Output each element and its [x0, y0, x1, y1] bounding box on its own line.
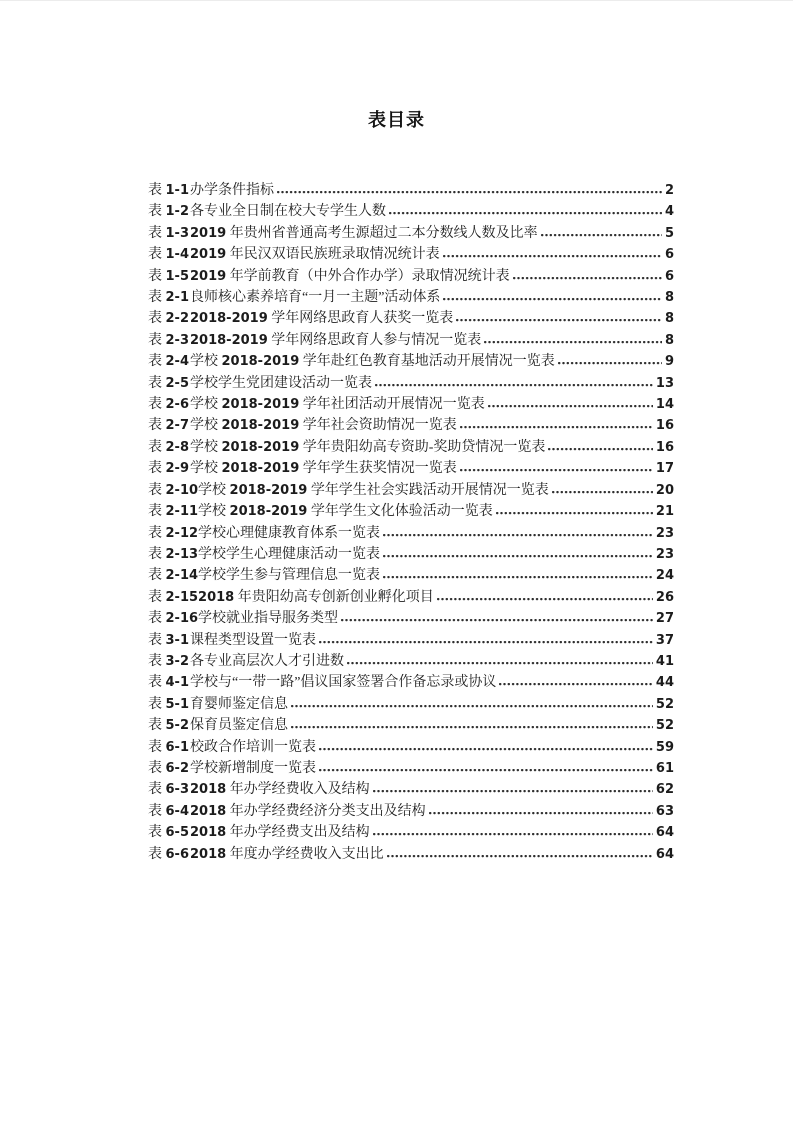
toc-entry[interactable] — [148, 523, 674, 544]
toc-entry[interactable] — [148, 779, 674, 800]
toc-entry[interactable] — [148, 287, 674, 308]
toc-entry[interactable] — [148, 672, 674, 693]
toc-entry-label: 表 2-16 — [148, 611, 199, 627]
toc-entry-page: 41 — [655, 653, 674, 669]
toc-entry-title: 2018-2019 学年网络思政育人获奖一览表 — [190, 311, 454, 327]
toc-entry-page: 62 — [655, 782, 674, 798]
toc-entry-title: 良师核心素养培育“一月一主题”活动体系 — [190, 290, 441, 306]
toc-entry-title: 学校 2018-2019 学年学生文化体验活动一览表 — [198, 504, 493, 520]
toc-entry-page: 61 — [655, 760, 674, 776]
toc-entry-label: 表 2-10 — [148, 482, 199, 498]
toc-leader-dots — [484, 340, 662, 344]
toc-entry-title: 学校 2018-2019 学年社团活动开展情况一览表 — [190, 397, 485, 413]
toc-leader-dots — [496, 511, 653, 515]
toc-leader-dots — [456, 318, 662, 322]
toc-leader-dots — [387, 854, 653, 858]
toc-leader-dots — [389, 211, 662, 215]
toc-entry-title: 学校 2018-2019 学年学生社会实践活动开展情况一览表 — [198, 482, 549, 498]
toc-entry-title: 2018 年办学经费经济分类支出及结构 — [190, 803, 426, 819]
toc-entry-label: 表 2-3 — [148, 332, 189, 348]
toc-entry[interactable] — [148, 694, 674, 715]
page-title: 表目录 — [368, 110, 425, 130]
toc-entry-label: 表 3-1 — [148, 632, 189, 648]
toc-entry-title: 2018 年贵阳幼高专创新创业孵化项目 — [198, 589, 434, 605]
toc-entry-page: 9 — [664, 354, 674, 370]
toc-leader-dots — [373, 789, 653, 793]
toc-entry[interactable] — [148, 758, 674, 779]
toc-entry[interactable] — [148, 544, 674, 565]
table-of-contents — [148, 180, 674, 865]
toc-leader-dots — [383, 533, 653, 537]
toc-entry-page: 20 — [655, 482, 674, 498]
toc-entry-page: 23 — [655, 525, 674, 541]
toc-entry[interactable] — [148, 587, 674, 608]
toc-entry[interactable] — [148, 480, 674, 501]
toc-entry[interactable] — [148, 715, 674, 736]
toc-entry-page: 4 — [664, 204, 674, 220]
toc-entry[interactable] — [148, 351, 674, 372]
toc-entry-page: 64 — [655, 846, 674, 862]
toc-entry-label: 表 2-12 — [148, 525, 199, 541]
toc-entry-page: 8 — [664, 311, 674, 327]
toc-entry-label: 表 6-6 — [148, 846, 189, 862]
toc-entry[interactable] — [148, 180, 674, 201]
toc-entry-page: 16 — [655, 418, 674, 434]
toc-entry-page: 6 — [664, 268, 674, 284]
toc-entry-title: 学校 2018-2019 学年社会资助情况一览表 — [190, 418, 457, 434]
toc-entry-label: 表 1-2 — [148, 204, 189, 220]
toc-entry[interactable] — [148, 201, 674, 222]
toc-entry[interactable] — [148, 801, 674, 822]
toc-entry-label: 表 6-2 — [148, 760, 189, 776]
toc-entry-label: 表 1-5 — [148, 268, 189, 284]
toc-entry-title: 学校 2018-2019 学年学生获奖情况一览表 — [190, 461, 457, 477]
toc-entry-label: 表 2-8 — [148, 439, 189, 455]
toc-entry[interactable] — [148, 651, 674, 672]
toc-entry-page: 8 — [664, 332, 674, 348]
toc-leader-dots — [429, 811, 653, 815]
toc-entry-page: 23 — [655, 546, 674, 562]
toc-entry-page: 5 — [664, 225, 674, 241]
toc-entry-page: 59 — [655, 739, 674, 755]
toc-entry-page: 26 — [655, 589, 674, 605]
toc-entry[interactable] — [148, 458, 674, 479]
toc-entry-title: 校政合作培训一览表 — [190, 739, 316, 755]
toc-entry-title: 2018 年度办学经费收入支出比 — [190, 846, 384, 862]
toc-entry-label: 表 3-2 — [148, 653, 189, 669]
toc-entry-page: 27 — [655, 611, 674, 627]
toc-leader-dots — [488, 404, 653, 408]
toc-leader-dots — [383, 554, 653, 558]
toc-entry-page: 21 — [655, 504, 674, 520]
toc-entry-title: 学校学生心理健康活动一览表 — [198, 546, 381, 562]
toc-entry-page: 14 — [655, 397, 674, 413]
toc-leader-dots — [375, 383, 653, 387]
toc-entry-title: 学校 2018-2019 学年赴红色教育基地活动开展情况一览表 — [190, 354, 555, 370]
toc-entry-title: 学校 2018-2019 学年贵阳幼高专资助-奖助贷情况一览表 — [190, 439, 546, 455]
toc-entry-page: 44 — [655, 675, 674, 691]
toc-entry-page: 17 — [655, 461, 674, 477]
toc-entry[interactable] — [148, 822, 674, 843]
toc-entry-page: 63 — [655, 803, 674, 819]
toc-entry-label: 表 6-4 — [148, 803, 189, 819]
toc-entry-title: 育婴师鉴定信息 — [190, 696, 288, 712]
toc-entry-label: 表 2-13 — [148, 546, 199, 562]
toc-entry-label: 表 2-11 — [148, 504, 199, 520]
toc-leader-dots — [443, 254, 662, 258]
toc-leader-dots — [499, 682, 652, 686]
toc-entry[interactable] — [148, 223, 674, 244]
toc-leader-dots — [291, 704, 653, 708]
toc-entry-label: 表 2-4 — [148, 354, 189, 370]
toc-entry-label: 表 2-7 — [148, 418, 189, 434]
toc-entry-label: 表 2-6 — [148, 397, 189, 413]
toc-leader-dots — [460, 468, 653, 472]
toc-leader-dots — [513, 276, 662, 280]
toc-entry-title: 各专业高层次人才引进数 — [190, 653, 344, 669]
toc-entry-label: 表 1-4 — [148, 247, 189, 263]
toc-leader-dots — [552, 490, 653, 494]
toc-entry[interactable] — [148, 501, 674, 522]
toc-entry-title: 学校心理健康教育体系一览表 — [198, 525, 381, 541]
toc-entry-label: 表 2-15 — [148, 589, 199, 605]
toc-entry-title: 各专业全日制在校大专学生人数 — [190, 204, 386, 220]
toc-entry-title: 学校学生党团建设活动一览表 — [190, 375, 372, 391]
toc-entry-page: 37 — [655, 632, 674, 648]
toc-leader-dots — [558, 361, 662, 365]
toc-entry-title: 保育员鉴定信息 — [190, 718, 288, 734]
toc-entry-label: 表 6-3 — [148, 782, 189, 798]
toc-leader-dots — [277, 190, 662, 194]
toc-entry-title: 2018 年办学经费收入及结构 — [190, 782, 370, 798]
toc-entry-title: 2018-2019 学年网络思政育人参与情况一览表 — [190, 332, 482, 348]
toc-entry-title: 课程类型设置一览表 — [190, 632, 316, 648]
toc-entry-title: 学校就业指导服务类型 — [198, 611, 339, 627]
toc-entry-page: 16 — [655, 439, 674, 455]
toc-entry[interactable] — [148, 308, 674, 329]
toc-entry-page: 52 — [655, 696, 674, 712]
toc-entry[interactable] — [148, 266, 674, 287]
toc-entry[interactable] — [148, 437, 674, 458]
toc-entry-page: 8 — [664, 290, 674, 306]
toc-entry-label: 表 2-5 — [148, 375, 189, 391]
toc-entry-label: 表 2-2 — [148, 311, 189, 327]
toc-leader-dots — [373, 832, 653, 836]
toc-entry[interactable] — [148, 373, 674, 394]
toc-entry-label: 表 2-14 — [148, 568, 199, 584]
toc-entry-page: 13 — [655, 375, 674, 391]
toc-entry-label: 表 1-3 — [148, 225, 189, 241]
toc-leader-dots — [383, 575, 653, 579]
toc-entry-title: 2018 年办学经费支出及结构 — [190, 825, 370, 841]
toc-leader-dots — [319, 640, 653, 644]
toc-entry-title: 2019 年贵州省普通高考生源超过二本分数线人数及比率 — [190, 225, 538, 241]
toc-entry[interactable] — [148, 630, 674, 651]
toc-leader-dots — [319, 747, 653, 751]
toc-leader-dots — [541, 233, 662, 237]
toc-leader-dots — [443, 297, 662, 301]
toc-entry-label: 表 5-1 — [148, 696, 189, 712]
toc-entry[interactable] — [148, 737, 674, 758]
toc-entry[interactable] — [148, 394, 674, 415]
toc-entry-label: 表 5-2 — [148, 718, 189, 734]
toc-entry[interactable] — [148, 844, 674, 865]
toc-leader-dots — [548, 447, 652, 451]
toc-entry[interactable] — [148, 608, 674, 629]
toc-entry-label: 表 1-1 — [148, 183, 189, 198]
toc-entry-label: 表 4-1 — [148, 675, 189, 691]
toc-entry-title: 学校与“一带一路”倡议国家签署合作备忘录或协议 — [190, 675, 497, 691]
toc-entry-page: 64 — [655, 825, 674, 841]
toc-entry-label: 表 6-5 — [148, 825, 189, 841]
toc-entry[interactable] — [148, 244, 674, 265]
toc-entry[interactable] — [148, 565, 674, 586]
toc-leader-dots — [347, 661, 653, 665]
toc-entry-label: 表 6-1 — [148, 739, 189, 755]
toc-entry-page: 24 — [655, 568, 674, 584]
toc-entry-page: 2 — [664, 183, 674, 198]
toc-entry-title: 学校新增制度一览表 — [190, 760, 316, 776]
toc-entry-title: 2019 年学前教育（中外合作办学）录取情况统计表 — [190, 268, 510, 284]
toc-entry-title: 办学条件指标 — [190, 183, 274, 198]
toc-leader-dots — [437, 597, 653, 601]
toc-entry-title: 学校学生参与管理信息一览表 — [198, 568, 381, 584]
toc-leader-dots — [341, 618, 653, 622]
toc-entry-page: 52 — [655, 718, 674, 734]
toc-entry-title: 2019 年民汉双语民族班录取情况统计表 — [190, 247, 440, 263]
toc-entry-label: 表 2-9 — [148, 461, 189, 477]
toc-leader-dots — [291, 725, 653, 729]
toc-leader-dots — [460, 425, 653, 429]
toc-entry[interactable] — [148, 415, 674, 436]
toc-entry-page: 6 — [664, 247, 674, 263]
toc-leader-dots — [319, 768, 653, 772]
toc-entry[interactable] — [148, 330, 674, 351]
toc-entry-label: 表 2-1 — [148, 290, 189, 306]
